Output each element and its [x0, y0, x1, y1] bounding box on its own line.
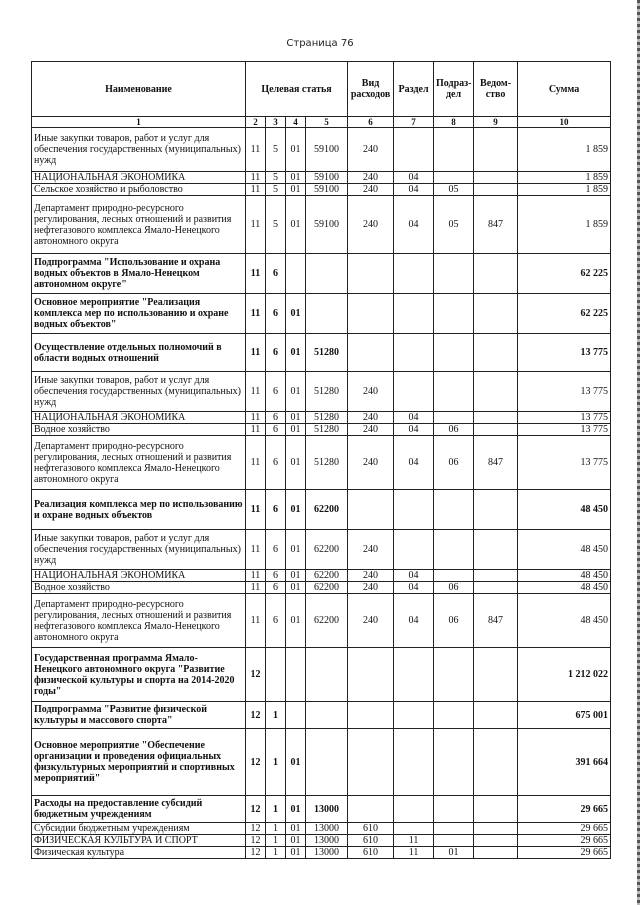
table-row	[32, 835, 611, 847]
row-name: НАЦИОНАЛЬНАЯ ЭКОНОМИКА	[32, 172, 246, 184]
sum-cell: 1 859	[518, 128, 611, 172]
budget-table	[31, 61, 611, 859]
target-code-3: 01	[286, 424, 306, 436]
dept-cell	[474, 128, 518, 172]
target-code-2: 6	[266, 334, 286, 372]
sum-cell: 13 775	[518, 372, 611, 412]
expense-type-cell: 240	[348, 424, 394, 436]
dept-cell	[474, 334, 518, 372]
header-name: Наименование	[32, 62, 246, 117]
dept-cell	[474, 796, 518, 823]
table-row	[32, 530, 611, 570]
target-code-1: 11	[246, 294, 266, 334]
header-subsection: Подраз-дел	[434, 62, 474, 117]
header-sum: Сумма	[518, 62, 611, 117]
row-name: Расходы на предоставление субсидий бюджетным учреждениям	[32, 796, 246, 823]
target-code-2: 6	[266, 582, 286, 594]
sum-cell: 62 225	[518, 294, 611, 334]
target-code-3: 01	[286, 835, 306, 847]
section-cell: 04	[394, 172, 434, 184]
expense-type-cell: 240	[348, 570, 394, 582]
target-code-3: 01	[286, 796, 306, 823]
table-row	[32, 729, 611, 796]
dept-cell	[474, 570, 518, 582]
target-code-1: 12	[246, 702, 266, 729]
subsection-cell: 06	[434, 436, 474, 490]
target-code-1: 11	[246, 530, 266, 570]
row-name: Государственная программа Ямало-Ненецкого автономного округа "Развитие физической культуры и спорта на 2014-2020 годы"	[32, 648, 246, 702]
section-cell: 04	[394, 196, 434, 254]
page-number: Страница 76	[286, 38, 354, 49]
sum-cell: 48 450	[518, 582, 611, 594]
expense-type-cell: 240	[348, 412, 394, 424]
table-row	[32, 570, 611, 582]
target-code-2: 6	[266, 594, 286, 648]
target-code-4: 51280	[306, 436, 348, 490]
target-code-3: 01	[286, 196, 306, 254]
target-code-4: 62200	[306, 570, 348, 582]
table-row	[32, 424, 611, 436]
row-name: Физическая культура	[32, 847, 246, 859]
row-name: Иные закупки товаров, работ и услуг для обеспечения государственных (муниципальных) нужд	[32, 372, 246, 412]
target-code-3	[286, 648, 306, 702]
col-num: 4	[286, 117, 306, 128]
dept-cell	[474, 729, 518, 796]
section-cell	[394, 648, 434, 702]
target-code-1: 11	[246, 594, 266, 648]
subsection-cell	[434, 729, 474, 796]
expense-type-cell	[348, 648, 394, 702]
target-code-3: 01	[286, 172, 306, 184]
row-name: Подпрограмма "Использование и охрана водных объектов в Ямало-Ненецком автономном округе"	[32, 254, 246, 294]
target-code-1: 11	[246, 196, 266, 254]
expense-type-cell	[348, 796, 394, 823]
expense-type-cell	[348, 490, 394, 530]
table-row	[32, 594, 611, 648]
target-code-3: 01	[286, 570, 306, 582]
expense-type-cell: 240	[348, 594, 394, 648]
target-code-2: 6	[266, 412, 286, 424]
target-code-3: 01	[286, 294, 306, 334]
table-row	[32, 372, 611, 412]
target-code-4	[306, 729, 348, 796]
section-cell	[394, 254, 434, 294]
target-code-4: 59100	[306, 184, 348, 196]
section-cell	[394, 823, 434, 835]
header-dept: Ведом-ство	[474, 62, 518, 117]
section-cell: 11	[394, 835, 434, 847]
target-code-3: 01	[286, 823, 306, 835]
sum-cell: 48 450	[518, 594, 611, 648]
sum-cell: 391 664	[518, 729, 611, 796]
table-row	[32, 334, 611, 372]
expense-type-cell: 240	[348, 184, 394, 196]
target-code-2: 5	[266, 196, 286, 254]
dept-cell	[474, 648, 518, 702]
table-row	[32, 648, 611, 702]
row-name: Иные закупки товаров, работ и услуг для обеспечения государственных (муниципальных) нужд	[32, 530, 246, 570]
subsection-cell: 06	[434, 594, 474, 648]
subsection-cell	[434, 702, 474, 729]
table-row	[32, 294, 611, 334]
subsection-cell: 05	[434, 196, 474, 254]
subsection-cell	[434, 412, 474, 424]
subsection-cell: 06	[434, 582, 474, 594]
target-code-4: 51280	[306, 424, 348, 436]
dept-cell	[474, 847, 518, 859]
target-code-1: 11	[246, 490, 266, 530]
target-code-2: 1	[266, 847, 286, 859]
target-code-2: 6	[266, 530, 286, 570]
target-code-1: 11	[246, 372, 266, 412]
target-code-4	[306, 648, 348, 702]
section-cell: 04	[394, 436, 434, 490]
header-section: Раздел	[394, 62, 434, 117]
col-num: 9	[474, 117, 518, 128]
sum-cell: 1 859	[518, 172, 611, 184]
row-name: Основное мероприятие "Обеспечение организации и проведения официальных физкультурных мероприятий и спортивных мероприятий"	[32, 729, 246, 796]
sum-cell: 13 775	[518, 424, 611, 436]
target-code-2: 6	[266, 490, 286, 530]
expense-type-cell	[348, 334, 394, 372]
expense-type-cell	[348, 702, 394, 729]
target-code-4: 59100	[306, 196, 348, 254]
dept-cell: 847	[474, 436, 518, 490]
target-code-3: 01	[286, 412, 306, 424]
table-row	[32, 254, 611, 294]
row-name: Водное хозяйство	[32, 582, 246, 594]
expense-type-cell	[348, 729, 394, 796]
target-code-4: 62200	[306, 594, 348, 648]
col-num: 6	[348, 117, 394, 128]
target-code-1: 12	[246, 729, 266, 796]
section-cell: 04	[394, 594, 434, 648]
subsection-cell	[434, 254, 474, 294]
sum-cell: 62 225	[518, 254, 611, 294]
section-cell: 04	[394, 582, 434, 594]
sum-cell: 29 665	[518, 796, 611, 823]
dept-cell	[474, 172, 518, 184]
expense-type-cell: 240	[348, 436, 394, 490]
col-num: 2	[246, 117, 266, 128]
expense-type-cell: 240	[348, 128, 394, 172]
target-code-3	[286, 254, 306, 294]
target-code-3: 01	[286, 530, 306, 570]
target-code-2: 1	[266, 835, 286, 847]
dept-cell	[474, 835, 518, 847]
dept-cell	[474, 294, 518, 334]
sum-cell: 1 859	[518, 184, 611, 196]
target-code-4: 62200	[306, 490, 348, 530]
row-name: ФИЗИЧЕСКАЯ КУЛЬТУРА И СПОРТ	[32, 835, 246, 847]
subsection-cell	[434, 823, 474, 835]
subsection-cell: 01	[434, 847, 474, 859]
target-code-3: 01	[286, 128, 306, 172]
target-code-1: 11	[246, 424, 266, 436]
subsection-cell	[434, 796, 474, 823]
sum-cell: 48 450	[518, 490, 611, 530]
expense-type-cell: 610	[348, 835, 394, 847]
target-code-2: 6	[266, 294, 286, 334]
subsection-cell: 06	[434, 424, 474, 436]
table-row	[32, 196, 611, 254]
section-cell	[394, 372, 434, 412]
subsection-cell	[434, 648, 474, 702]
sum-cell: 29 665	[518, 835, 611, 847]
sum-cell: 13 775	[518, 412, 611, 424]
target-code-3	[286, 702, 306, 729]
subsection-cell	[434, 172, 474, 184]
target-code-2: 1	[266, 796, 286, 823]
target-code-1: 11	[246, 254, 266, 294]
sum-cell: 29 665	[518, 847, 611, 859]
section-cell: 11	[394, 847, 434, 859]
target-code-4	[306, 254, 348, 294]
table-row	[32, 847, 611, 859]
table-row	[32, 436, 611, 490]
dept-cell	[474, 702, 518, 729]
target-code-4: 51280	[306, 412, 348, 424]
row-name: НАЦИОНАЛЬНАЯ ЭКОНОМИКА	[32, 570, 246, 582]
subsection-cell	[434, 334, 474, 372]
dept-cell	[474, 582, 518, 594]
target-code-1: 11	[246, 184, 266, 196]
col-num: 10	[518, 117, 611, 128]
table-row	[32, 702, 611, 729]
row-name: Сельское хозяйство и рыболовство	[32, 184, 246, 196]
subsection-cell	[434, 294, 474, 334]
table-body	[32, 128, 611, 859]
target-code-3: 01	[286, 582, 306, 594]
sum-cell: 29 665	[518, 823, 611, 835]
target-code-3: 01	[286, 372, 306, 412]
target-code-4: 62200	[306, 582, 348, 594]
row-name: Департамент природно-ресурсного регулирования, лесных отношений и развития нефтегазового комплекса Ямало-Ненецкого автономного округа	[32, 594, 246, 648]
sum-cell: 48 450	[518, 570, 611, 582]
expense-type-cell: 240	[348, 172, 394, 184]
target-code-3: 01	[286, 184, 306, 196]
subsection-cell	[434, 372, 474, 412]
row-name: Основное мероприятие "Реализация комплекса мер по использованию и охране водных объектов"	[32, 294, 246, 334]
row-name: Реализация комплекса мер по использованию и охране водных объектов	[32, 490, 246, 530]
target-code-1: 12	[246, 847, 266, 859]
target-code-1: 11	[246, 128, 266, 172]
target-code-4: 59100	[306, 128, 348, 172]
row-name: Подпрограмма "Развитие физической культуры и массового спорта"	[32, 702, 246, 729]
sum-cell: 13 775	[518, 436, 611, 490]
section-cell	[394, 128, 434, 172]
target-code-2: 1	[266, 823, 286, 835]
target-code-3: 01	[286, 436, 306, 490]
table-row	[32, 490, 611, 530]
section-cell: 04	[394, 424, 434, 436]
target-code-4: 13000	[306, 847, 348, 859]
target-code-4: 13000	[306, 835, 348, 847]
target-code-2: 6	[266, 372, 286, 412]
target-code-4: 59100	[306, 172, 348, 184]
target-code-2: 5	[266, 128, 286, 172]
section-cell	[394, 294, 434, 334]
section-cell	[394, 702, 434, 729]
dept-cell	[474, 823, 518, 835]
target-code-3: 01	[286, 729, 306, 796]
dept-cell	[474, 254, 518, 294]
dept-cell	[474, 412, 518, 424]
dept-cell	[474, 372, 518, 412]
subsection-cell	[434, 530, 474, 570]
subsection-cell	[434, 128, 474, 172]
row-name: Департамент природно-ресурсного регулирования, лесных отношений и развития нефтегазового комплекса Ямало-Ненецкого автономного округа	[32, 196, 246, 254]
target-code-1: 11	[246, 436, 266, 490]
section-cell	[394, 530, 434, 570]
row-name: Субсидии бюджетным учреждениям	[32, 823, 246, 835]
subsection-cell	[434, 570, 474, 582]
dept-cell: 847	[474, 196, 518, 254]
col-num: 3	[266, 117, 286, 128]
target-code-1: 12	[246, 835, 266, 847]
row-name: Водное хозяйство	[32, 424, 246, 436]
column-number-row	[32, 117, 611, 128]
target-code-1: 12	[246, 648, 266, 702]
row-name: Осуществление отдельных полномочий в области водных отношений	[32, 334, 246, 372]
section-cell	[394, 796, 434, 823]
table-row	[32, 128, 611, 172]
target-code-1: 11	[246, 570, 266, 582]
sum-cell: 1 212 022	[518, 648, 611, 702]
expense-type-cell: 240	[348, 372, 394, 412]
expense-type-cell: 240	[348, 582, 394, 594]
sum-cell: 1 859	[518, 196, 611, 254]
expense-type-cell: 240	[348, 530, 394, 570]
table-header-row	[32, 62, 611, 117]
table-row	[32, 412, 611, 424]
target-code-1: 11	[246, 412, 266, 424]
target-code-3: 01	[286, 334, 306, 372]
target-code-3: 01	[286, 490, 306, 530]
col-num: 8	[434, 117, 474, 128]
col-num: 1	[32, 117, 246, 128]
dept-cell	[474, 490, 518, 530]
dept-cell	[474, 530, 518, 570]
section-cell: 04	[394, 412, 434, 424]
table-row	[32, 582, 611, 594]
subsection-cell	[434, 835, 474, 847]
expense-type-cell	[348, 294, 394, 334]
section-cell	[394, 334, 434, 372]
dept-cell: 847	[474, 594, 518, 648]
target-code-1: 11	[246, 582, 266, 594]
row-name: Иные закупки товаров, работ и услуг для обеспечения государственных (муниципальных) нужд	[32, 128, 246, 172]
target-code-2: 6	[266, 254, 286, 294]
expense-type-cell: 610	[348, 823, 394, 835]
sum-cell: 48 450	[518, 530, 611, 570]
target-code-3: 01	[286, 594, 306, 648]
subsection-cell: 05	[434, 184, 474, 196]
expense-type-cell	[348, 254, 394, 294]
section-cell: 04	[394, 184, 434, 196]
target-code-2: 1	[266, 729, 286, 796]
expense-type-cell: 240	[348, 196, 394, 254]
target-code-2: 5	[266, 184, 286, 196]
target-code-1: 11	[246, 172, 266, 184]
sum-cell: 675 001	[518, 702, 611, 729]
target-code-2: 5	[266, 172, 286, 184]
table-row	[32, 823, 611, 835]
target-code-2: 6	[266, 424, 286, 436]
target-code-1: 12	[246, 823, 266, 835]
target-code-4: 13000	[306, 823, 348, 835]
row-name: Департамент природно-ресурсного регулирования, лесных отношений и развития нефтегазового комплекса Ямало-Ненецкого автономного округа	[32, 436, 246, 490]
target-code-1: 11	[246, 334, 266, 372]
target-code-3: 01	[286, 847, 306, 859]
dept-cell	[474, 184, 518, 196]
header-target: Целевая статья	[246, 62, 348, 117]
col-num: 7	[394, 117, 434, 128]
target-code-4: 51280	[306, 372, 348, 412]
target-code-2: 6	[266, 570, 286, 582]
target-code-2	[266, 648, 286, 702]
target-code-4: 13000	[306, 796, 348, 823]
expense-type-cell: 610	[348, 847, 394, 859]
target-code-4	[306, 702, 348, 729]
section-cell	[394, 490, 434, 530]
target-code-4: 62200	[306, 530, 348, 570]
target-code-4	[306, 294, 348, 334]
header-expense-type: Вид расходов	[348, 62, 394, 117]
col-num: 5	[306, 117, 348, 128]
target-code-2: 6	[266, 436, 286, 490]
target-code-4: 51280	[306, 334, 348, 372]
sum-cell: 13 775	[518, 334, 611, 372]
target-code-2: 1	[266, 702, 286, 729]
table-row	[32, 796, 611, 823]
table-row	[32, 184, 611, 196]
dept-cell	[474, 424, 518, 436]
section-cell	[394, 729, 434, 796]
row-name: НАЦИОНАЛЬНАЯ ЭКОНОМИКА	[32, 412, 246, 424]
section-cell: 04	[394, 570, 434, 582]
subsection-cell	[434, 490, 474, 530]
table-row	[32, 172, 611, 184]
target-code-1: 12	[246, 796, 266, 823]
